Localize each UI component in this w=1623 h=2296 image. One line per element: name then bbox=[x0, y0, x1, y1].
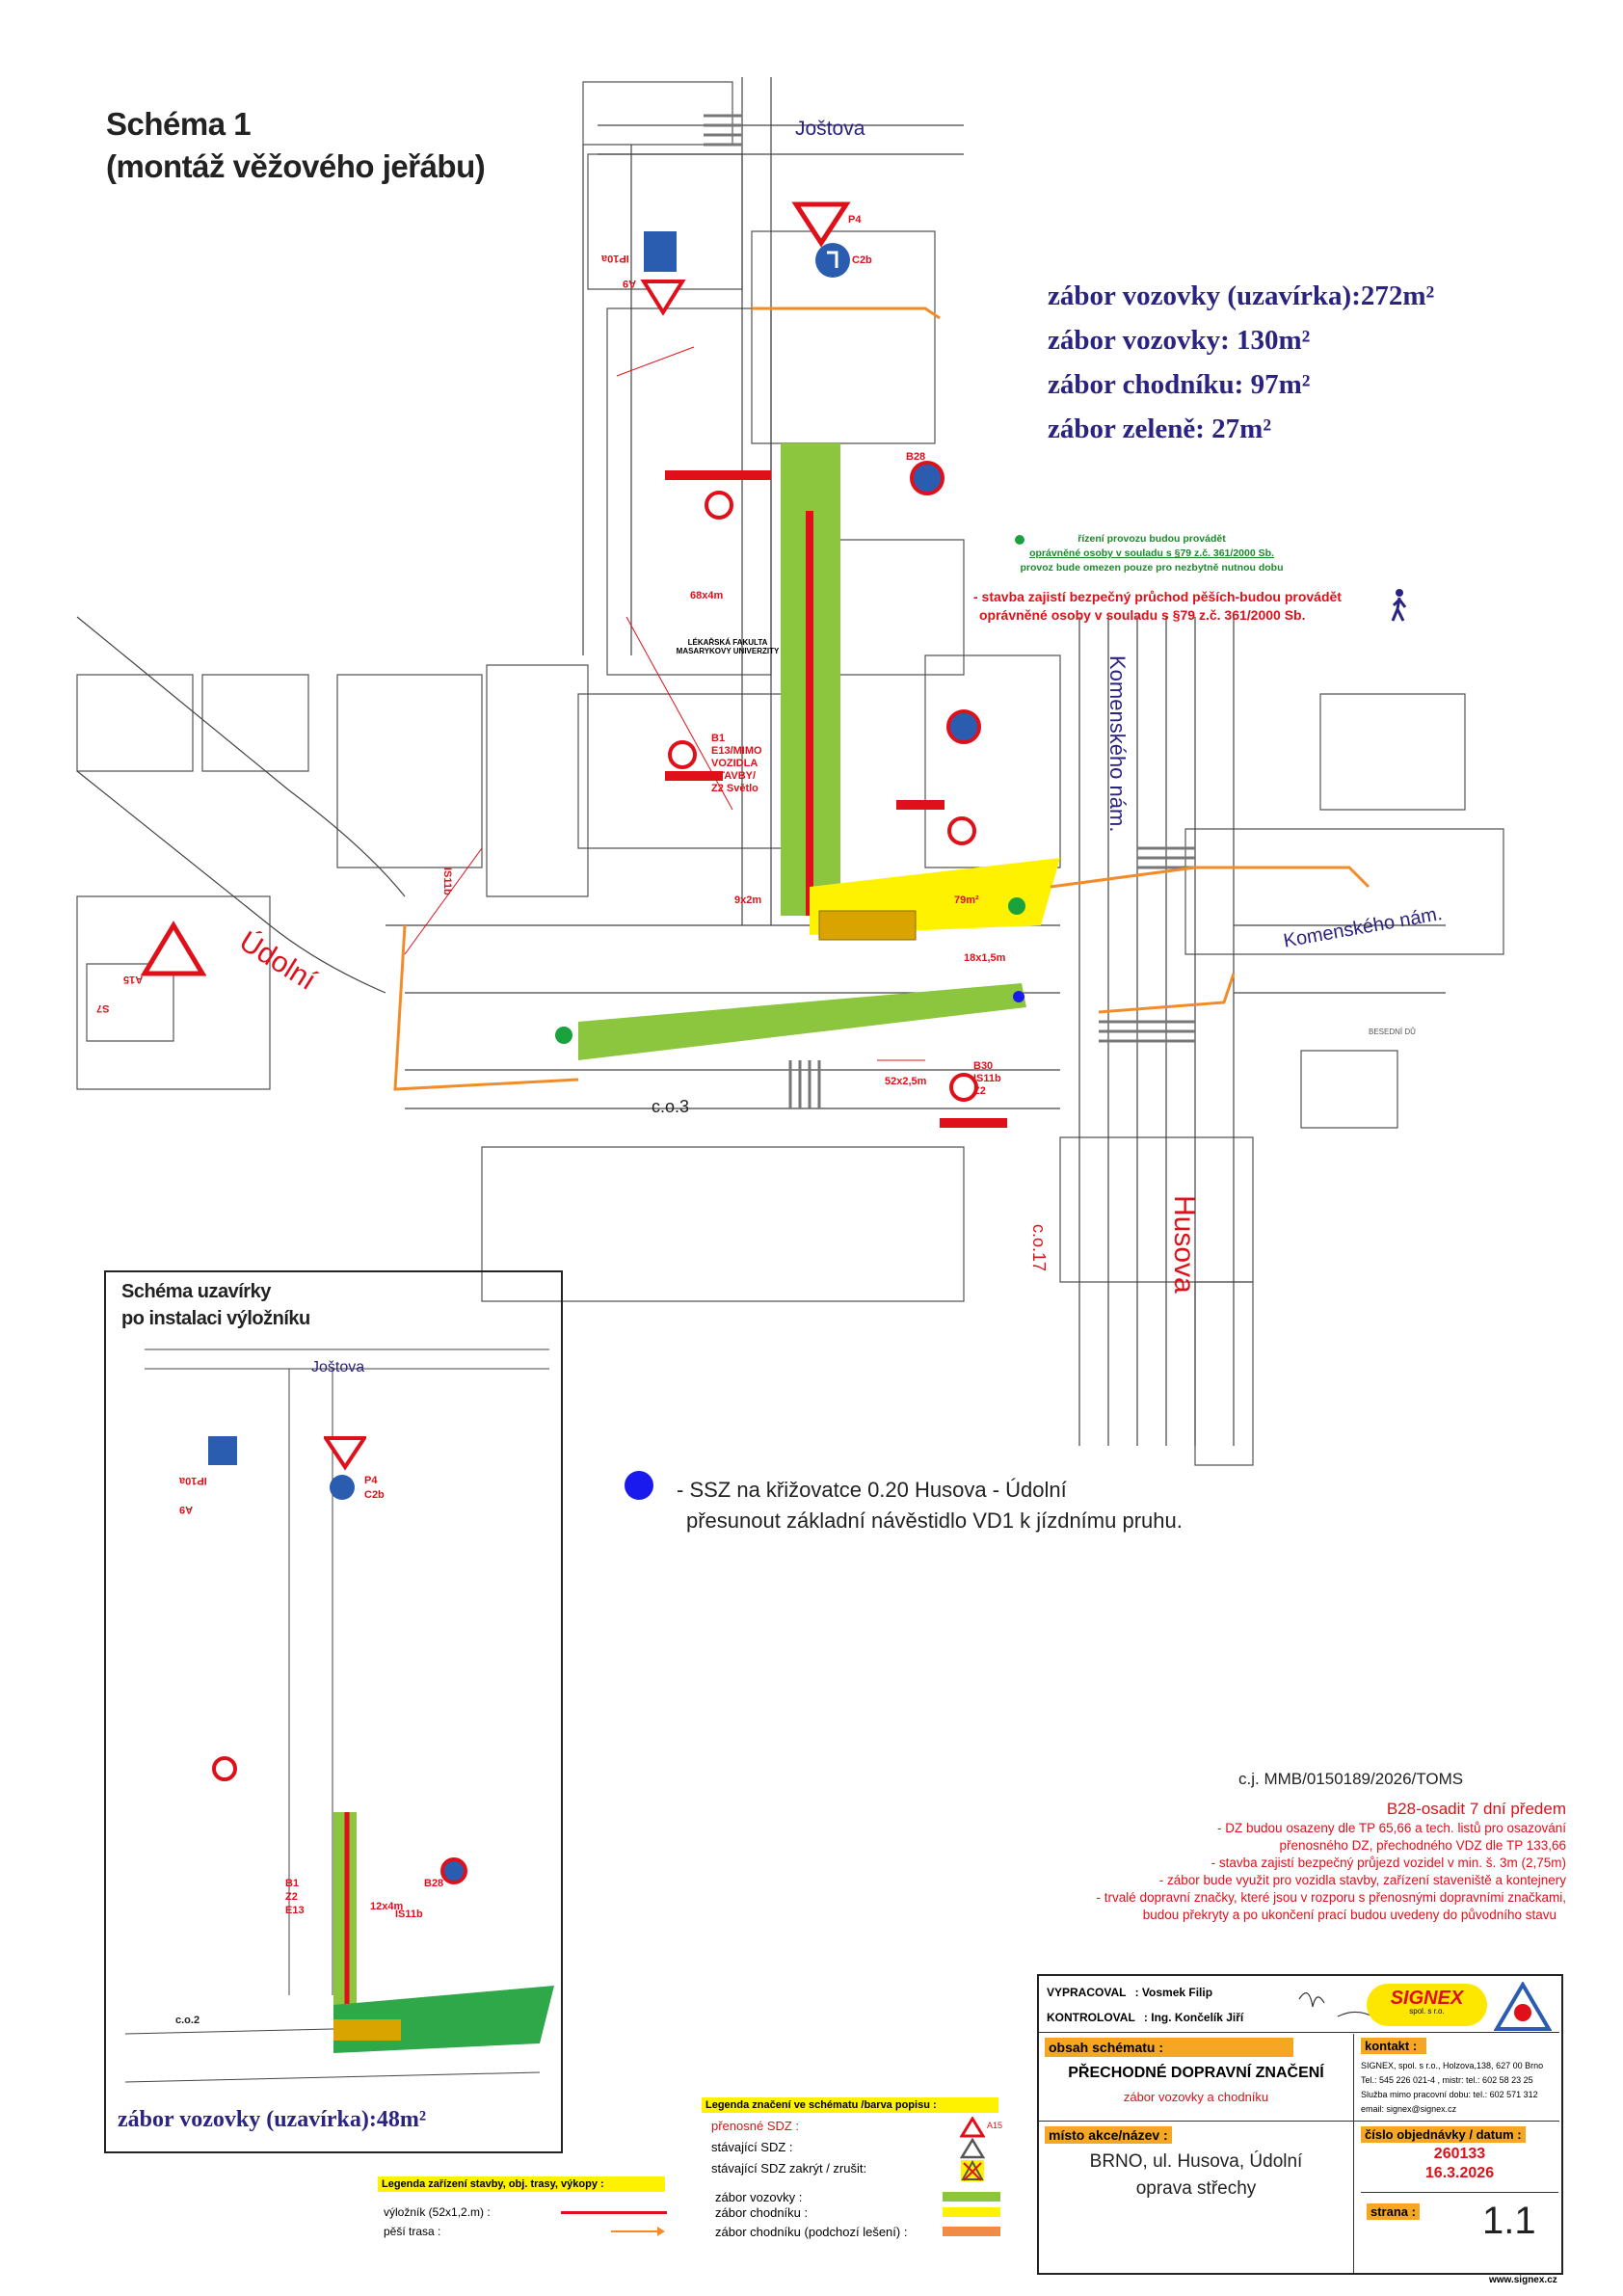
b1-sign-2 bbox=[670, 742, 695, 767]
legend-a15: A15 bbox=[987, 2121, 1003, 2130]
kontakt-4: email: signex@signex.cz bbox=[1361, 2104, 1457, 2114]
street-husova: Husova bbox=[1168, 1195, 1200, 1294]
label-c2b: C2b bbox=[852, 254, 872, 266]
kontakt-label: kontakt : bbox=[1361, 2038, 1426, 2054]
notes-block bbox=[925, 1799, 1566, 1924]
obsah-label: obsah schématu : bbox=[1045, 2038, 1293, 2057]
inset-title-2: po instalaci výložníku bbox=[121, 1308, 310, 1329]
udolni-walk bbox=[395, 925, 578, 1089]
area-uzavirka: zábor vozovky (uzavírka):272m² bbox=[1048, 280, 1435, 311]
label-79: 79m² bbox=[954, 894, 979, 906]
legend-swatch-podchozi bbox=[943, 2227, 1000, 2236]
green-dot-1 bbox=[555, 1027, 572, 1044]
inset-label-co2: c.o.2 bbox=[175, 2015, 200, 2026]
zabor-vozovky-green bbox=[578, 983, 1026, 1060]
street-udolni: Údolní bbox=[233, 925, 322, 997]
kontakt-3: Služba mimo pracovní dobu: tel.: 602 571 312 bbox=[1361, 2090, 1538, 2099]
warning-triangle-icon bbox=[960, 2117, 985, 2138]
legend-pesi: pěší trasa : bbox=[384, 2225, 441, 2238]
legend-swatch-chodniku bbox=[943, 2207, 1000, 2217]
area-zelene: zábor zeleně: 27m² bbox=[1048, 414, 1272, 444]
label-co3: c.o.3 bbox=[652, 1097, 690, 1116]
ped-note bbox=[973, 588, 1342, 625]
c2b-sign bbox=[815, 243, 850, 278]
tb-divider-2 bbox=[1039, 2121, 1559, 2122]
inset-c2b-icon bbox=[328, 1473, 357, 1502]
inset-label-c2b: C2b bbox=[364, 1489, 385, 1501]
arrow-right-icon bbox=[609, 2225, 667, 2238]
misto-2: oprava střechy bbox=[1135, 2178, 1257, 2199]
a9-sign bbox=[644, 281, 682, 312]
cislo-label: číslo objednávky / datum : bbox=[1361, 2126, 1526, 2143]
misto-label: místo akce/název : bbox=[1045, 2126, 1172, 2144]
inset-title bbox=[121, 1278, 310, 1332]
legend-signs bbox=[702, 2097, 1022, 2269]
inset-label-a9: A9 bbox=[179, 1504, 194, 1515]
legend-chodniku-podchozi: zábor chodníku (podchozí lešení) : bbox=[715, 2225, 908, 2239]
kontakt-lines bbox=[1361, 2059, 1558, 2117]
blue-dot-map bbox=[1013, 991, 1024, 1002]
signex-triangle-logo bbox=[1494, 1982, 1552, 2032]
label-a9: A9 bbox=[623, 278, 637, 289]
p4-sign bbox=[796, 204, 846, 243]
legend-line-vylozn bbox=[561, 2211, 667, 2214]
obsah-value: PŘECHODNÉ DOPRAVNÍ ZNAČENÍ bbox=[1068, 2065, 1324, 2081]
pesi-trasa-orange bbox=[1051, 868, 1369, 887]
ssz-note bbox=[677, 1475, 1183, 1536]
legend-zakryt: stávající SDZ zakrýt / zrušit: bbox=[711, 2161, 867, 2176]
label-b1-block: B1 E13/MIMO VOZIDLA STAVBY/ Z2 Světlo bbox=[711, 733, 762, 794]
legend-chodniku: zábor chodníku : bbox=[715, 2205, 809, 2220]
note-6: budou překryty a po ukončení prací budou uvedeny do původního stavu bbox=[1142, 1908, 1556, 1922]
inset-label-b28: B28 bbox=[424, 1878, 444, 1889]
tb-divider-3 bbox=[1361, 2192, 1558, 2193]
traffic-note-3: provoz bude omezen pouze pro nezbytně nutnou dobu bbox=[1020, 562, 1284, 574]
pesi-trasa-top bbox=[752, 308, 940, 318]
vypracoval-label: VYPRACOVAL bbox=[1047, 1986, 1127, 1999]
inset-street-jostova: Joštova bbox=[311, 1359, 365, 1375]
label-52x25: 52x2,5m bbox=[885, 1076, 927, 1087]
label-18x15: 18x1,5m bbox=[964, 952, 1006, 964]
legend-vylozn: výložník (52x1,2.m) : bbox=[384, 2205, 491, 2219]
ssz-blue-dot bbox=[625, 1471, 653, 1500]
label-co17: c.o.17 bbox=[1029, 1224, 1049, 1272]
note-5: - trvalé dopravní značky, které jsou v rozporu s přenosnými dopravními značkami, bbox=[1096, 1890, 1566, 1905]
street-jostova: Joštova bbox=[795, 118, 865, 140]
ssz-note-2: přesunout základní návěstidlo VD1 k jízdnímu pruhu. bbox=[686, 1508, 1183, 1533]
note-b28: B28-osadit 7 dní předem bbox=[1386, 1800, 1566, 1818]
web: www.signex.cz bbox=[1489, 2275, 1557, 2285]
vypracoval bbox=[1047, 1986, 1212, 1999]
inset-area: zábor vozovky (uzavírka):48m² bbox=[118, 2107, 427, 2132]
note-4: - zábor bude využit pro vozidla stavby, zařízení staveniště a kontejnery bbox=[1158, 1873, 1566, 1887]
inset-b1-icon bbox=[210, 1754, 239, 1783]
title-block bbox=[1037, 1974, 1563, 2275]
a15-sign bbox=[145, 925, 202, 974]
legend-signs-title: Legenda značení ve schématu /barva popisu : bbox=[702, 2097, 998, 2113]
b30-sign-2 bbox=[949, 818, 974, 843]
tb-divider-v bbox=[1353, 2034, 1354, 2273]
logo-sub: spol. s r.o. bbox=[1409, 2007, 1445, 2016]
kontroloval-value: : Ing. Končelík Jiří bbox=[1143, 2011, 1244, 2024]
label-faculty: LÉKAŘSKÁ FAKULTA MASARYKOVY UNIVERZITY bbox=[676, 638, 780, 655]
traffic-note-2: oprávněné osoby v souladu s §79 z.č. 361/2000 Sb. bbox=[1029, 547, 1274, 559]
inset-frame bbox=[104, 1270, 563, 2153]
misto-1: BRNO, ul. Husova, Údolní bbox=[1089, 2151, 1303, 2172]
inset-label-z2: Z2 bbox=[285, 1891, 298, 1903]
label-9x2: 9x2m bbox=[734, 894, 762, 906]
ssz-note-1: - SSZ na křižovatce 0.20 Husova - Údolní bbox=[677, 1478, 1067, 1502]
inset-ip10a-icon bbox=[206, 1434, 239, 1467]
signex-logo bbox=[1367, 1984, 1487, 2026]
note-3: - stavba zajistí bezpečný průjezd vozidel v min. š. 3m (2,75m) bbox=[1211, 1855, 1566, 1870]
inset-label-b1: B1 bbox=[285, 1878, 300, 1889]
legend-vozovky: zábor vozovky : bbox=[715, 2190, 803, 2204]
area-vozovky: zábor vozovky: 130m² bbox=[1048, 325, 1311, 356]
inset-label-12x4: 12x4m bbox=[370, 1901, 404, 1912]
legend-site-title: Legenda zařízení stavby, obj. trasy, výkopy : bbox=[378, 2176, 665, 2192]
traffic-note bbox=[983, 532, 1320, 575]
ped-note-2: oprávněné osoby v souladu s §79 z.č. 361/2000 Sb. bbox=[979, 607, 1306, 623]
legend-stavajici: stávající SDZ : bbox=[711, 2140, 793, 2154]
kontakt-2: Tel.: 545 226 021-4 , mistr: tel.: 602 58 23 25 bbox=[1361, 2075, 1533, 2085]
street-komenskeho-vertical: Komenského nám. bbox=[1105, 655, 1130, 833]
label-is11b: IS11b bbox=[441, 868, 453, 895]
kontroloval-label: KONTROLOVAL bbox=[1047, 2011, 1135, 2024]
covered-sign-icon bbox=[960, 2159, 985, 2182]
strana-value: 1.1 bbox=[1482, 2200, 1536, 2242]
inset-b28-icon bbox=[439, 1856, 468, 1885]
legend-site bbox=[378, 2176, 686, 2254]
inset-label-ip10a: IP10a bbox=[179, 1475, 207, 1486]
label-besedni: BESEDNÍ DŮ bbox=[1369, 1028, 1416, 1036]
kontakt-1: SIGNEX, spol. s r.o., Holzova,138, 627 00 Brno bbox=[1361, 2061, 1544, 2070]
kontroloval bbox=[1047, 2011, 1243, 2024]
tb-divider-1 bbox=[1039, 2032, 1559, 2033]
legend-swatch-vozovky bbox=[943, 2192, 1000, 2202]
vypracoval-value: : Vosmek Filip bbox=[1134, 1986, 1213, 1999]
b28-sign-2 bbox=[948, 711, 979, 742]
street-komenskeho-horizontal: Komenského nám. bbox=[1282, 903, 1445, 952]
b28-sign-1 bbox=[912, 463, 943, 494]
title-line1: Schéma 1 bbox=[106, 106, 252, 142]
datum-value: 16.3.2026 bbox=[1424, 2165, 1495, 2181]
label-b28: B28 bbox=[906, 451, 926, 463]
green-dot-2 bbox=[1008, 897, 1025, 915]
crane-base bbox=[819, 911, 916, 940]
inset-label-p4: P4 bbox=[364, 1475, 378, 1486]
label-p4: P4 bbox=[848, 214, 862, 226]
leader-lines bbox=[405, 347, 925, 1060]
legend-prenosne: přenosné SDZ : bbox=[711, 2119, 800, 2133]
obsah-sub: zábor vozovky a chodníku bbox=[1123, 2090, 1269, 2104]
label-s7: S7 bbox=[96, 1002, 110, 1014]
reference-number: c.j. MMB/0150189/2026/TOMS bbox=[1238, 1770, 1464, 1788]
area-summary bbox=[1048, 274, 1434, 451]
traffic-note-1: řízení provozu budou provádět bbox=[1078, 533, 1226, 545]
strana-label: strana : bbox=[1367, 2203, 1420, 2220]
label-68x4: 68x4m bbox=[690, 590, 724, 601]
label-a15: A15 bbox=[123, 974, 144, 985]
label-b30-block: B30 IS11b Z2 bbox=[973, 1060, 1001, 1097]
area-chodniku: zábor chodníku: 97m² bbox=[1048, 369, 1311, 400]
ip10a-sign bbox=[644, 231, 677, 272]
inset-title-1: Schéma uzavírky bbox=[121, 1281, 271, 1302]
cislo-value: 260133 bbox=[1433, 2146, 1486, 2162]
ped-note-1: - stavba zajistí bezpečný průchod pěších-budou provádět bbox=[973, 589, 1342, 604]
pedestrian-icon bbox=[1388, 588, 1409, 623]
logo-text: SIGNEX bbox=[1390, 1988, 1464, 2009]
title-line2: (montáž věžového jeřábu) bbox=[106, 148, 486, 184]
note-1: - DZ budou osazeny dle TP 65,66 a tech. listů pro osazování bbox=[1217, 1821, 1566, 1835]
inset-label-is11b: IS11b bbox=[395, 1909, 423, 1920]
existing-sign-icon bbox=[960, 2138, 985, 2159]
label-ip10a: IP10a bbox=[601, 253, 629, 264]
b1-sign-1 bbox=[706, 493, 732, 518]
inset-p4-icon bbox=[324, 1436, 366, 1471]
note-2: přenosného DZ, přechodného VDZ dle TP 133,66 bbox=[1279, 1838, 1566, 1853]
inset-label-e13: E13 bbox=[285, 1905, 305, 1916]
